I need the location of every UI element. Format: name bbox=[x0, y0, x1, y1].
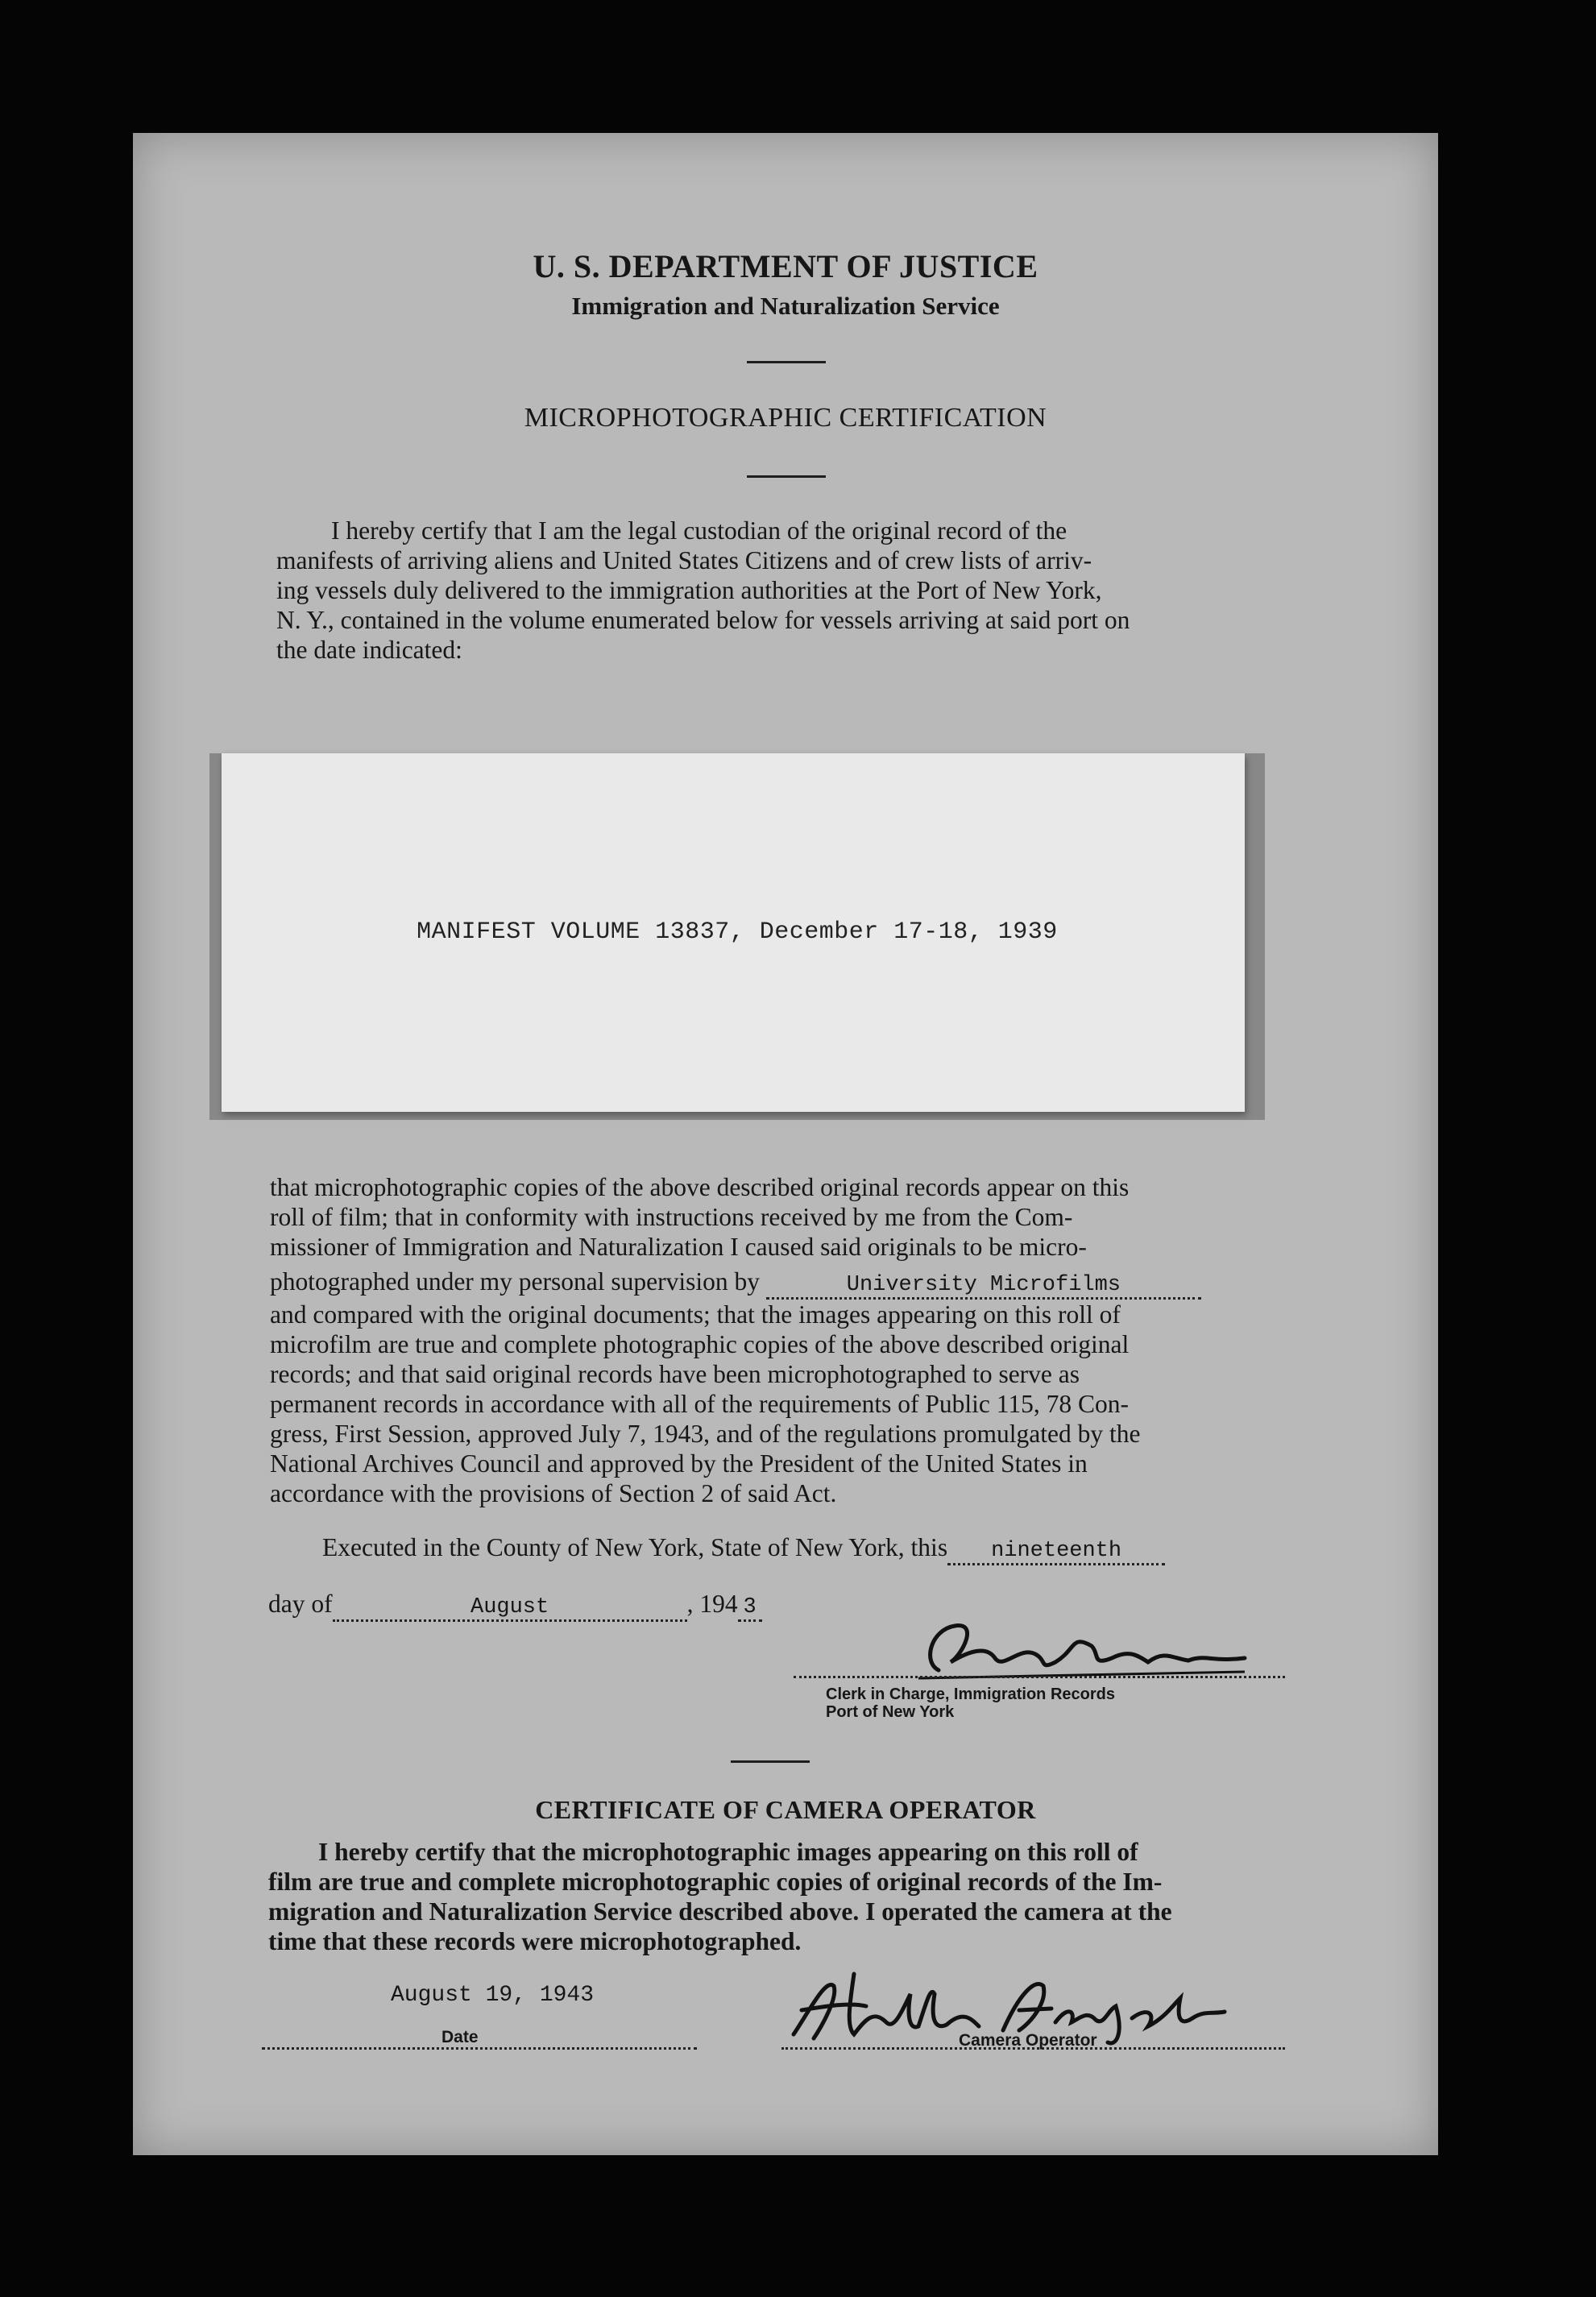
filmed-by-value: University Microfilms bbox=[846, 1273, 1121, 1297]
paragraph-line: records; and that said original records have been microphotographed to serve as bbox=[270, 1360, 1080, 1388]
paragraph-line: roll of film; that in conformity with instructions received by me from the Com- bbox=[270, 1203, 1073, 1231]
section-title: MICROPHOTOGRAPHIC CERTIFICATION bbox=[524, 403, 1047, 433]
body-paragraph bbox=[270, 1172, 1297, 1508]
paragraph-line: microfilm are true and complete photographic copies of the above described original bbox=[270, 1330, 1130, 1358]
department-title: U. S. DEPARTMENT OF JUSTICE bbox=[533, 248, 1038, 284]
clerk-signature-line bbox=[794, 1676, 1285, 1678]
paragraph-line: that microphotographic copies of the above described original records appear on this bbox=[270, 1173, 1130, 1201]
filmed-by-field bbox=[766, 1270, 1201, 1300]
paragraph-line: National Archives Council and approved by the President of the United States in bbox=[270, 1449, 1088, 1478]
day-of-label: day of bbox=[268, 1590, 333, 1618]
manifest-entry: MANIFEST VOLUME 13837, December 17-18, 1939 bbox=[417, 918, 1058, 946]
paragraph-line: missioner of Immigration and Naturalization I caused said originals to be micro- bbox=[270, 1233, 1087, 1261]
divider bbox=[747, 361, 826, 363]
divider bbox=[731, 1760, 810, 1763]
date-label: Date bbox=[441, 2028, 479, 2046]
paragraph-line bbox=[270, 1267, 1297, 1300]
execution-line bbox=[322, 1533, 1165, 1565]
day-value: nineteenth bbox=[991, 1539, 1122, 1563]
clerk-title: Clerk in Charge, Immigration Records bbox=[826, 1685, 1115, 1703]
intro-paragraph bbox=[276, 516, 1295, 665]
paragraph-line: I hereby certify that the microphotographic images appearing on this roll of bbox=[318, 1838, 1138, 1866]
date-field bbox=[262, 2018, 697, 2050]
service-subtitle: Immigration and Naturalization Service bbox=[571, 292, 1000, 320]
paragraph-line: permanent records in accordance with all of the requirements of Public 115, 78 Con- bbox=[270, 1390, 1129, 1418]
year-digit: 3 bbox=[743, 1595, 757, 1619]
paragraph-line: the date indicated: bbox=[276, 636, 462, 664]
paragraph-line: migration and Naturalization Service described above. I operated the camera at the bbox=[268, 1897, 1172, 1926]
paragraph-line: I hereby certify that I am the legal custodian of the original record of the bbox=[331, 516, 1067, 545]
paragraph-line: accordance with the provisions of Section 2 of said Act. bbox=[270, 1479, 837, 1507]
manifest-slip bbox=[222, 753, 1245, 1112]
execution-text: Executed in the County of New York, State of New York, this bbox=[322, 1533, 948, 1561]
day-field bbox=[947, 1536, 1165, 1565]
paragraph-line: ing vessels duly delivered to the immigration authorities at the Port of New York, bbox=[276, 576, 1102, 604]
supervision-text: photographed under my personal supervision by bbox=[270, 1267, 761, 1296]
camera-operator-paragraph bbox=[268, 1837, 1295, 1956]
manifest-insert bbox=[209, 753, 1265, 1120]
clerk-port: Port of New York bbox=[826, 1703, 955, 1721]
certificate-page bbox=[133, 133, 1438, 2155]
month-year-line bbox=[268, 1590, 762, 1622]
paragraph-line: and compared with the original documents; that the images appearing on this roll of bbox=[270, 1300, 1121, 1329]
paragraph-line: manifests of arriving aliens and United States Citizens and of crew lists of arriv- bbox=[276, 546, 1092, 574]
month-value: August bbox=[471, 1595, 549, 1619]
paragraph-line: time that these records were microphotographed. bbox=[268, 1927, 802, 1955]
operator-label: Camera Operator bbox=[959, 2031, 1097, 2050]
paragraph-line: film are true and complete microphotographic copies of original records of the Im- bbox=[268, 1868, 1163, 1896]
camera-operator-title: CERTIFICATE OF CAMERA OPERATOR bbox=[535, 1795, 1036, 1824]
paragraph-line: N. Y., contained in the volume enumerated below for vessels arriving at said port on bbox=[276, 606, 1130, 634]
year-prefix: , 194 bbox=[686, 1590, 738, 1618]
clerk-label bbox=[826, 1685, 1115, 1721]
year-field bbox=[738, 1592, 762, 1622]
paragraph-line: gress, First Session, approved July 7, 1943, and of the regulations promulgated by the bbox=[270, 1420, 1141, 1448]
divider bbox=[747, 475, 826, 478]
month-field bbox=[333, 1592, 687, 1622]
date-value: August 19, 1943 bbox=[391, 1983, 595, 2008]
